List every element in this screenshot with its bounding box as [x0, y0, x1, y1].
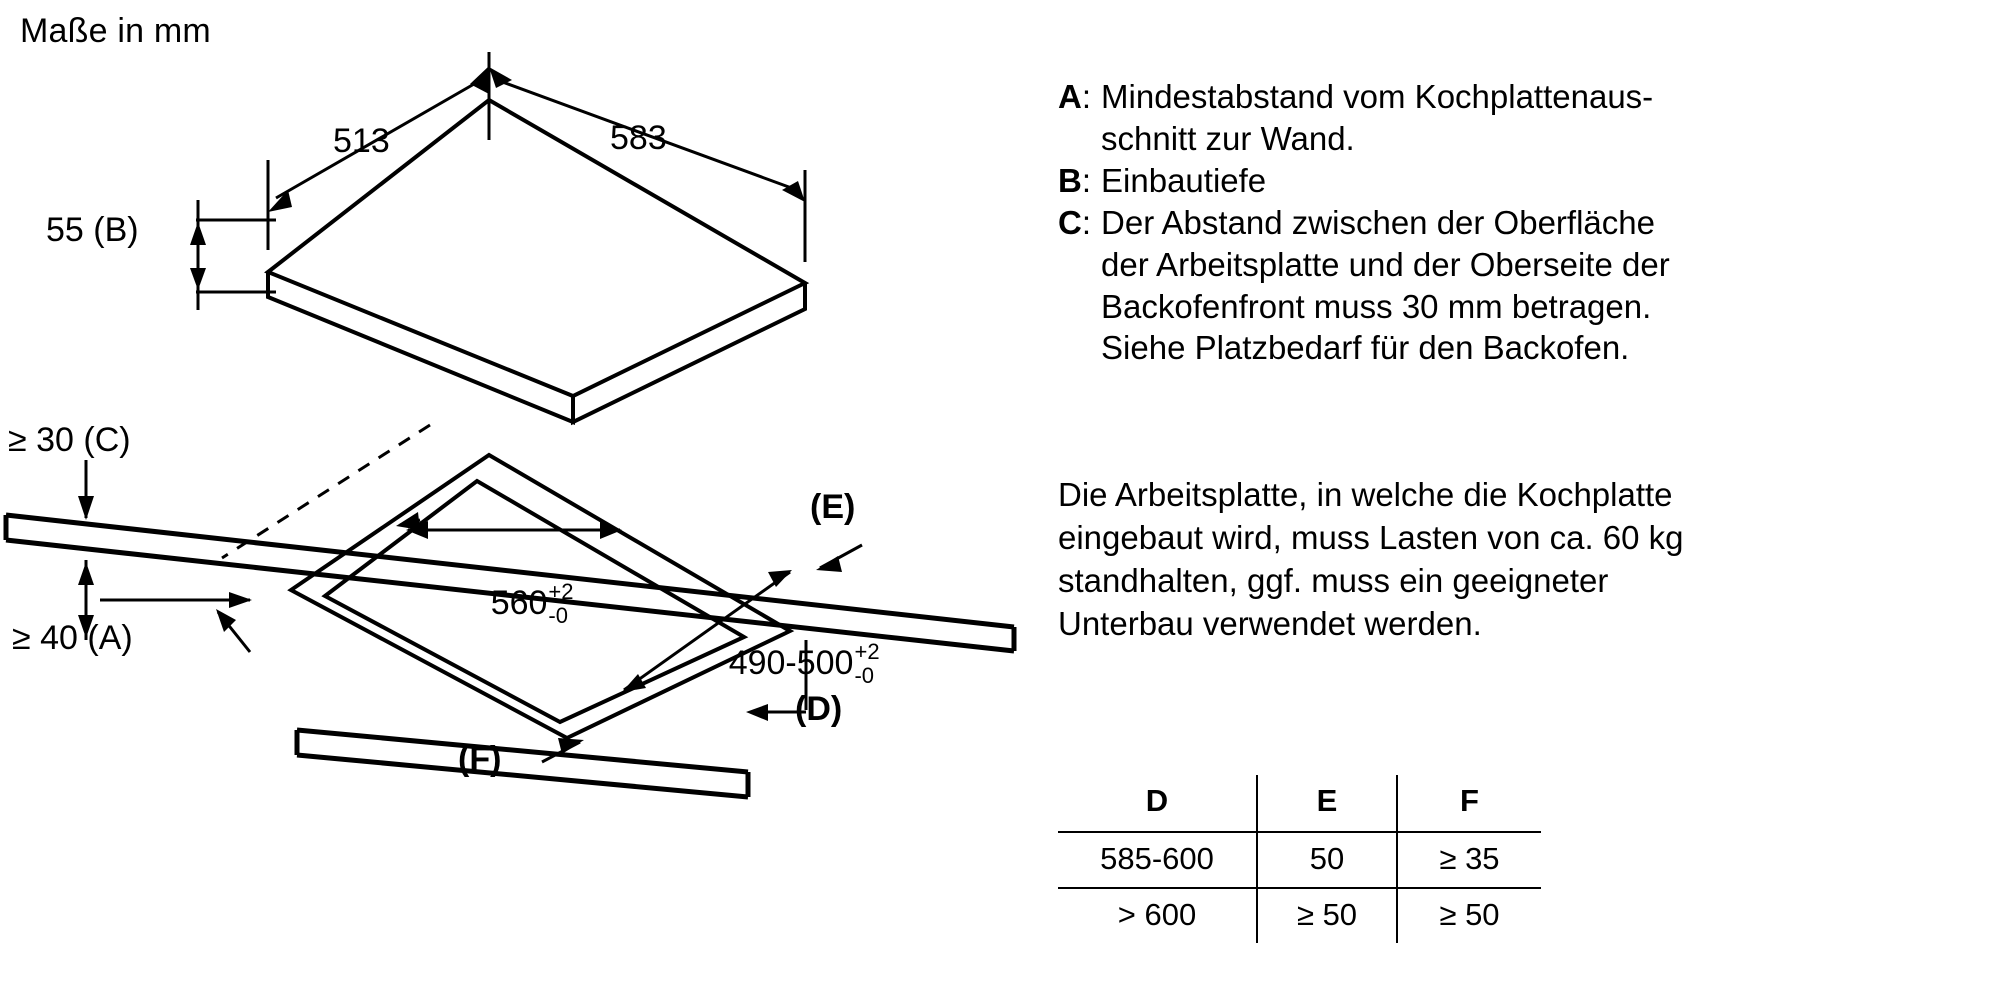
arrow-513-left	[268, 190, 292, 212]
dimension-table-wrapper	[1058, 775, 1528, 943]
dimension-table	[1058, 775, 1541, 943]
table-cell-e-1: 50	[1257, 832, 1397, 888]
label-560	[434, 548, 574, 662]
label-40-A: ≥ 40 (A)	[12, 619, 133, 657]
table-cell-e-2: ≥ 50	[1257, 888, 1397, 943]
legend-key-b: B	[1058, 161, 1082, 199]
legend-colon-c: :	[1081, 203, 1092, 241]
label-E: (E)	[810, 488, 856, 526]
legend-text-c-line1: Der Abstand zwischen der Oberfläche	[1101, 203, 1655, 241]
legend-text-c	[1101, 202, 1988, 370]
legend-text-b	[1101, 160, 1988, 202]
arrow-F	[558, 738, 584, 754]
label-490-500	[672, 608, 880, 722]
table-row	[1058, 888, 1541, 943]
arrow-583-right	[782, 181, 805, 202]
paragraph-line4: Unterbau verwendet werden.	[1058, 604, 1482, 642]
label-560-tolerance	[548, 581, 573, 627]
paragraph-line2: eingebaut wird, muss Lasten von ca. 60 kg	[1058, 518, 1684, 556]
hob-right-face	[573, 283, 805, 422]
label-490-tol-minus: -0	[854, 663, 875, 688]
legend-text-c-line4: Siehe Platzbedarf für den Backofen.	[1101, 329, 1630, 367]
label-490-value: 490-500	[728, 643, 854, 682]
table-cell-f-2: ≥ 50	[1397, 888, 1541, 943]
arrow-30-down	[78, 496, 94, 520]
arrow-40-right	[229, 592, 252, 608]
paragraph-line1: Die Arbeitsplatte, in welche die Kochplatte	[1058, 476, 1673, 513]
arrow-55-up	[190, 268, 206, 290]
worktop-front-bottom-edge	[297, 755, 748, 797]
legend-colon-a: :	[1081, 78, 1092, 115]
label-490-tol-plus: +2	[854, 639, 880, 664]
legend-colon-b: :	[1081, 161, 1092, 199]
legend-item-c	[1058, 202, 1988, 370]
label-583: 583	[610, 119, 667, 157]
worktop-load-paragraph	[1058, 474, 1968, 646]
worktop-front-top-edge	[297, 730, 748, 772]
label-D: (D)	[795, 690, 843, 728]
label-513: 513	[333, 122, 390, 160]
legend-item-a	[1058, 76, 1988, 160]
legend-text-a	[1101, 76, 1988, 160]
label-560-tol-minus: -0	[548, 603, 568, 628]
table-cell-d-1: 585-600	[1058, 832, 1257, 888]
arrow-560-right	[600, 521, 622, 539]
label-560-value: 560	[490, 583, 548, 622]
table-row	[1058, 832, 1541, 888]
table-header-e: E	[1257, 775, 1397, 832]
units-title: Maße in mm	[20, 12, 211, 50]
label-560-tol-plus: +2	[548, 579, 574, 604]
legend-text-b-line1: Einbautiefe	[1101, 161, 1267, 199]
table-header-d: D	[1058, 775, 1257, 832]
table-cell-f-1: ≥ 35	[1397, 832, 1541, 888]
table-header-row	[1058, 775, 1541, 832]
legend-text-c-line2: der Arbeitsplatte und der Oberseite der	[1101, 245, 1670, 283]
table-header-f: F	[1397, 775, 1541, 832]
arrow-40-down	[78, 562, 94, 585]
label-30-C: ≥ 30 (C)	[8, 421, 131, 459]
arrow-513-right	[470, 66, 489, 94]
legend-text-a-line1: Mindestabstand vom Kochplattenaus-	[1101, 78, 1654, 115]
legend-key-c: C	[1058, 203, 1082, 241]
arrow-E	[816, 556, 842, 572]
paragraph-line3: standhalten, ggf. muss ein geeigneter	[1058, 561, 1609, 599]
legend-item-b	[1058, 160, 1988, 202]
legend-text-a-line2: schnitt zur Wand.	[1101, 119, 1355, 157]
label-F: (F)	[458, 740, 502, 778]
label-55-B: 55 (B)	[46, 211, 139, 249]
hob-front-face	[268, 272, 573, 422]
table-cell-d-2: > 600	[1117, 897, 1197, 932]
legend-text-c-line3: Backofenfront muss 30 mm betragen.	[1101, 287, 1652, 325]
label-490-tolerance	[854, 641, 879, 687]
arrow-55-down	[190, 222, 206, 245]
legend-key-a: A	[1058, 78, 1082, 115]
legend-list	[1058, 76, 1988, 369]
